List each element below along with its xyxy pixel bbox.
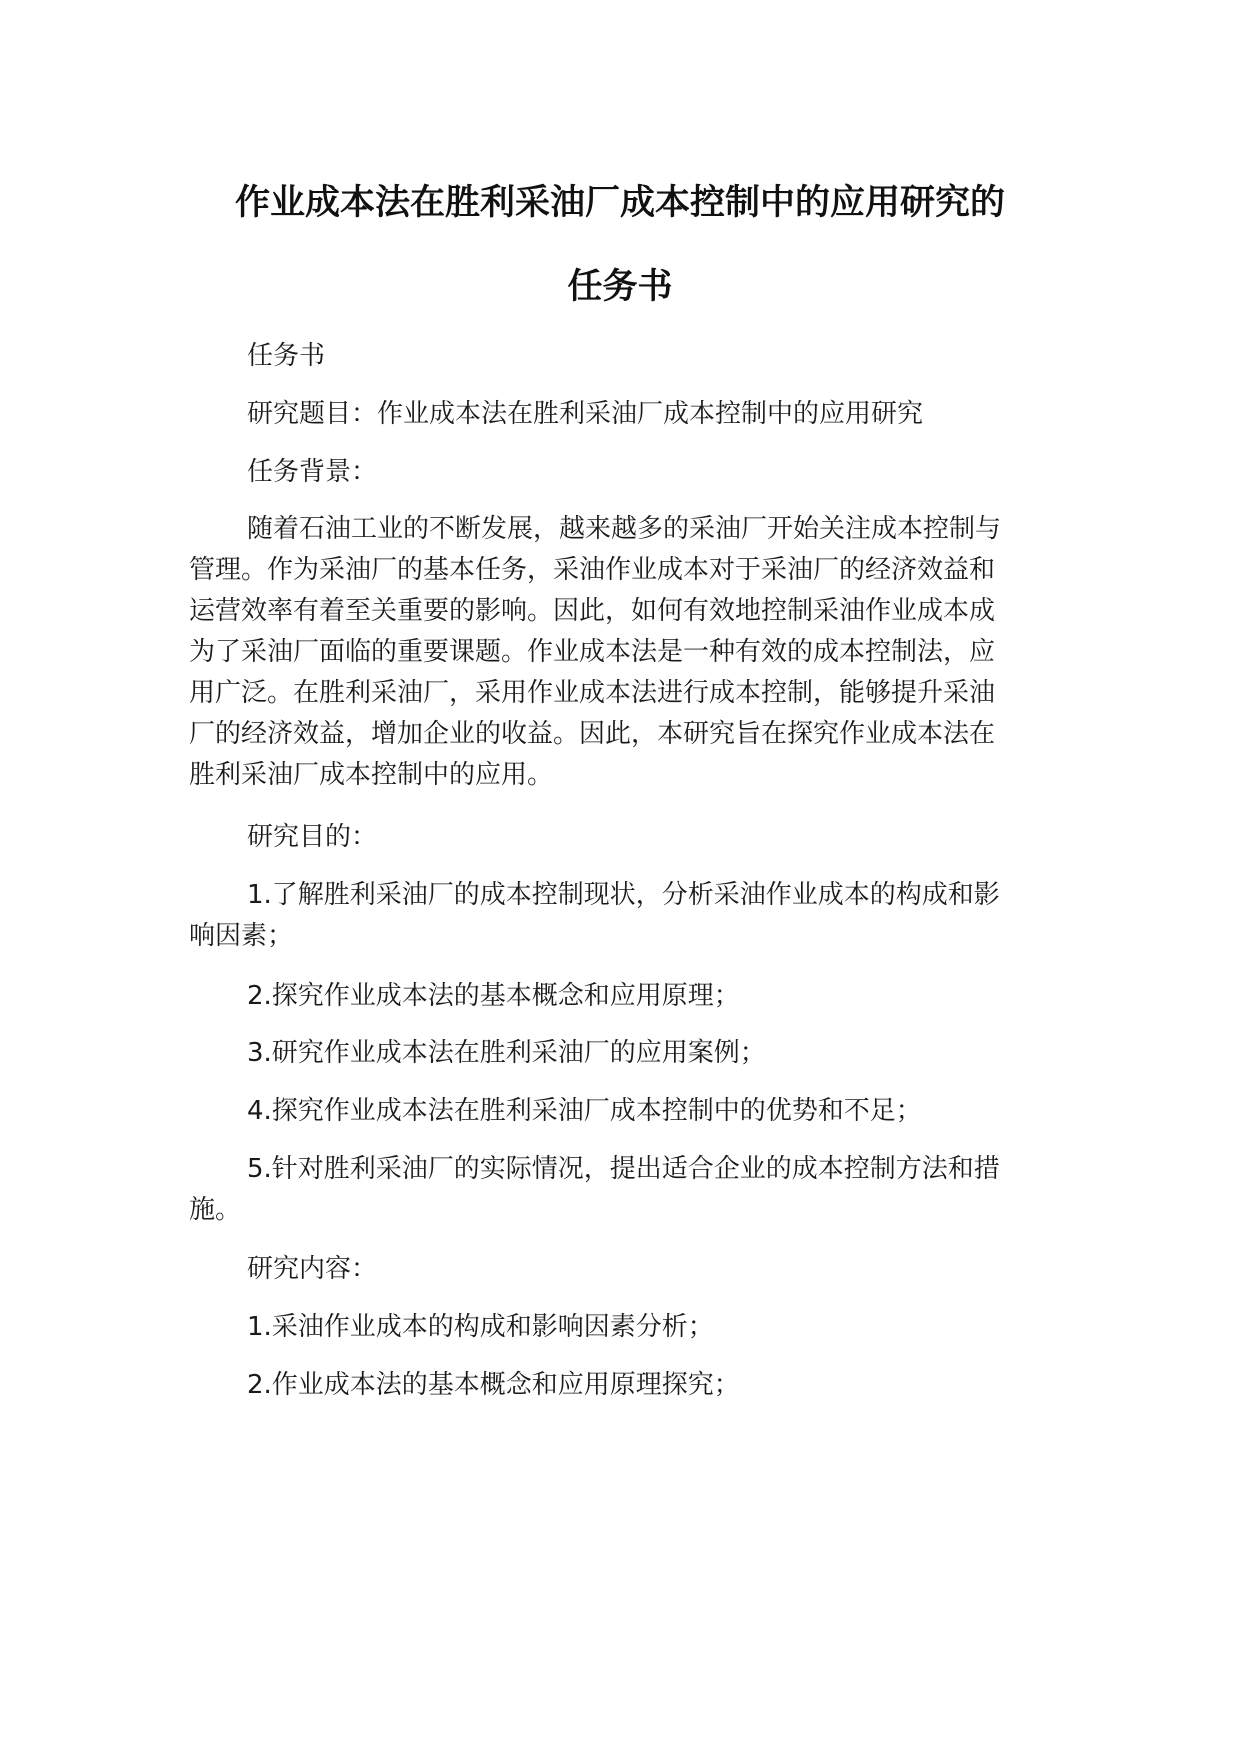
text-line: 研究题目：作业成本法在胜利采油厂成本控制中的应用研究 (247, 399, 924, 429)
heading-task-book (189, 336, 1032, 377)
text-line: 1.采油作业成本的构成和影响因素分析； (247, 1312, 714, 1342)
text-line: 随着石油工业的不断发展，越来越多的采油厂开始关注成本控制与 (247, 514, 1002, 544)
text-line: 4.探究作业成本法在胜利采油厂成本控制中的优势和不足； (247, 1096, 922, 1126)
text-line: 1.了解胜利采油厂的成本控制现状，分析采油作业成本的构成和影 (247, 880, 1000, 910)
content-item-1 (189, 1307, 1032, 1348)
text-line: 厂的经济效益，增加企业的收益。因此，本研究旨在探究作业成本法在 (189, 719, 996, 749)
heading-research-content (189, 1249, 1032, 1290)
heading-research-purpose (189, 817, 1032, 858)
text-line: 运营效率有着至关重要的影响。因此，如何有效地控制采油作业成本成 (189, 596, 996, 626)
text-line: 研究内容： (247, 1254, 378, 1284)
document-title-line-1: 作业成本法在胜利采油厂成本控制中的应用研究的 (234, 183, 1005, 223)
text-line: 2.探究作业成本法的基本概念和应用原理； (247, 981, 740, 1011)
text-line: 任务背景： (247, 457, 378, 487)
document-title-line-2: 任务书 (567, 267, 673, 307)
text-line: 用广泛。在胜利采油厂，采用作业成本法进行成本控制，能够提升采油 (189, 678, 996, 708)
purpose-item-5 (189, 1149, 1032, 1231)
text-line: 为了采油厂面临的重要课题。作业成本法是一种有效的成本控制法，应 (189, 637, 996, 667)
text-line: 管理。作为采油厂的基本任务，采油作业成本对于采油厂的经济效益和 (189, 555, 996, 585)
heading-task-background (189, 452, 1032, 493)
background-paragraph (189, 509, 1032, 796)
text-line: 2.作业成本法的基本概念和应用原理探究； (247, 1370, 740, 1400)
purpose-item-3 (189, 1033, 1032, 1074)
text-line: 任务书 (247, 341, 326, 371)
text-line: 响因素； (189, 921, 294, 951)
purpose-item-2 (189, 976, 1032, 1017)
text-line: 施。 (189, 1195, 242, 1225)
research-topic-line (189, 394, 1032, 435)
text-line: 研究目的： (247, 822, 378, 852)
purpose-item-4 (189, 1091, 1032, 1132)
content-item-2 (189, 1365, 1032, 1406)
text-line: 胜利采油厂成本控制中的应用。 (189, 760, 554, 790)
text-line: 5.针对胜利采油厂的实际情况，提出适合企业的成本控制方法和措 (247, 1154, 1000, 1184)
text-line: 3.研究作业成本法在胜利采油厂的应用案例； (247, 1038, 766, 1068)
purpose-item-1 (189, 875, 1032, 957)
